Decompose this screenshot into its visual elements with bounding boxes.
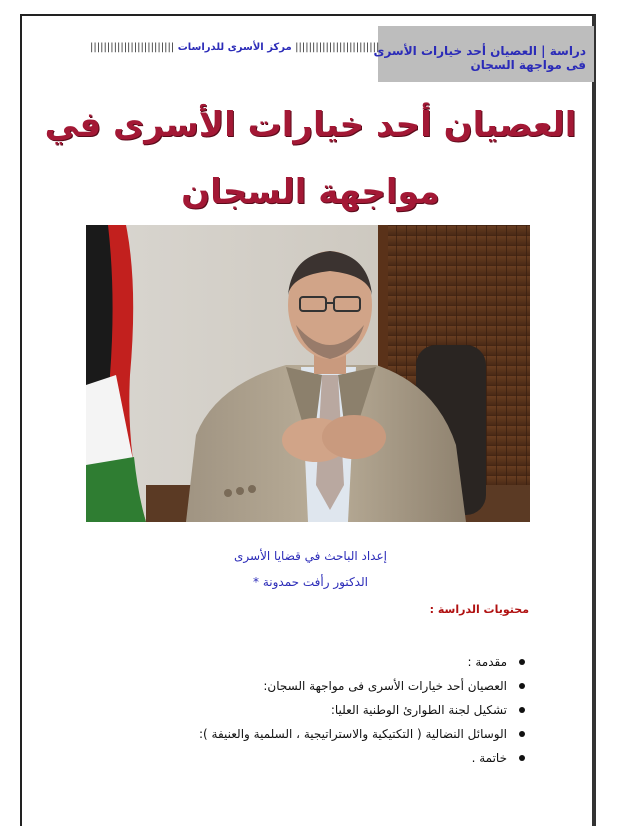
center-name: مركز الأسرى للدراسات [177, 42, 292, 53]
contents-item-means: الوسائل النضالية ( التكتيكية والاستراتيجية ، السلمية والعنيفة ): [107, 722, 507, 746]
center-name-header [90, 42, 379, 53]
author-photo [86, 225, 530, 522]
header-bars-right: ||||||||||||||||||||||||| [295, 42, 380, 53]
document-title-line-2: مواجهة السجان [181, 172, 440, 212]
contents-list [107, 650, 525, 770]
contents-item-disobedience: العصيان أحد خيارات الأسرى فى مواجهة السجان: [107, 674, 507, 698]
running-header-line-1: دراسة | العصيان أحد خيارات الأسرى [373, 44, 586, 58]
contents-heading: محتويات الدراسة : [429, 603, 529, 616]
author-name-caption: الدكتور رأفت حمدونة * [253, 575, 368, 589]
header-bars-left: ||||||||||||||||||||||||| [90, 42, 175, 53]
contents-item-intro: مقدمة : [107, 650, 507, 674]
contents-item-committee: تشكيل لجنة الطوارئ الوطنية العليا: [107, 698, 507, 722]
contents-item-conclusion: خاتمة . [107, 746, 507, 770]
running-header-box [373, 26, 594, 82]
document-title-line-1: العصيان أحد خيارات الأسرى في [44, 105, 577, 145]
author-role-caption: إعداد الباحث في قضايا الأسرى [234, 549, 387, 563]
running-header-line-2: فى مواجهة السجان [470, 58, 586, 72]
